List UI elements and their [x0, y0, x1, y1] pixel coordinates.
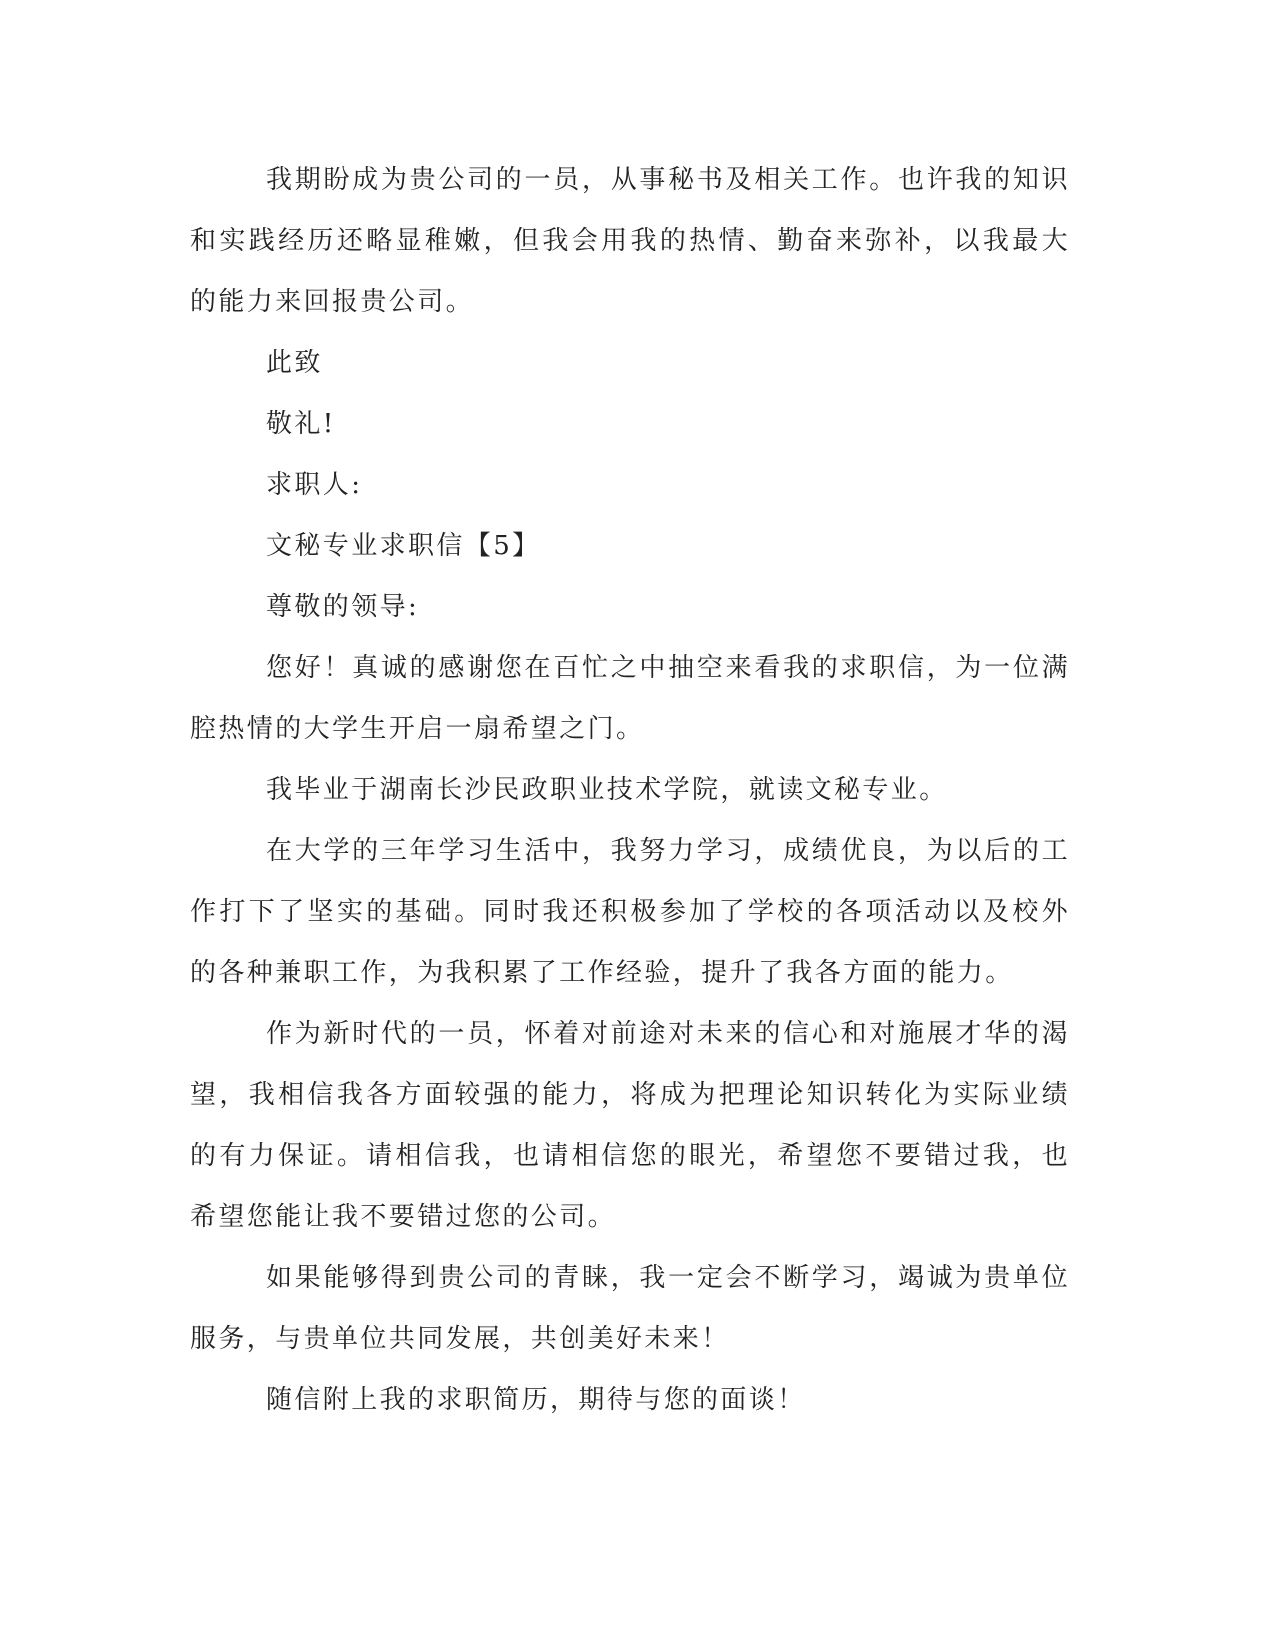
section-title: 文秘专业求职信【5】	[266, 531, 541, 561]
paragraph-study: 在大学的三年学习生活中，我努力学习，成绩优良，为以后的工作打下了坚实的基础。同时我还积极参加了学校的各项活动以及校外的各种兼职工作，为我积累了工作经验，提升了我各方面的能力。	[190, 836, 1070, 988]
paragraph-commitment: 如果能够得到贵公司的青睐，我一定会不断学习，竭诚为贵单位服务，与贵单位共同发展，共创美好未来！	[190, 1263, 1070, 1354]
paragraph-intro: 您好！真诚的感谢您在百忙之中抽空来看我的求职信，为一位满腔热情的大学生开启一扇希望之门。	[190, 653, 1070, 744]
paragraph-attachment: 随信附上我的求职简历，期待与您的面谈！	[266, 1385, 806, 1415]
paragraph-abilities: 作为新时代的一员，怀着对前途对未来的信心和对施展才华的渴望，我相信我各方面较强的能力，将成为把理论知识转化为实际业绩的有力保证。请相信我，也请相信您的眼光，希望您不要错过我，也希望您能让我不要错过您的公司。	[190, 1019, 1070, 1232]
salutation-cizhi: 此致	[266, 348, 323, 378]
paragraph-closing-hope: 我期盼成为贵公司的一员，从事秘书及相关工作。也许我的知识和实践经历还略显稚嫩，但我会用我的热情、勤奋来弥补，以我最大的能力来回报贵公司。	[190, 165, 1070, 317]
greeting: 尊敬的领导:	[266, 592, 420, 622]
paragraph-education: 我毕业于湖南长沙民政职业技术学院，就读文秘专业。	[266, 775, 948, 805]
letter-body	[190, 150, 1070, 1431]
applicant-signature: 求职人:	[266, 470, 363, 500]
salutation-jingli: 敬礼!	[266, 409, 336, 439]
